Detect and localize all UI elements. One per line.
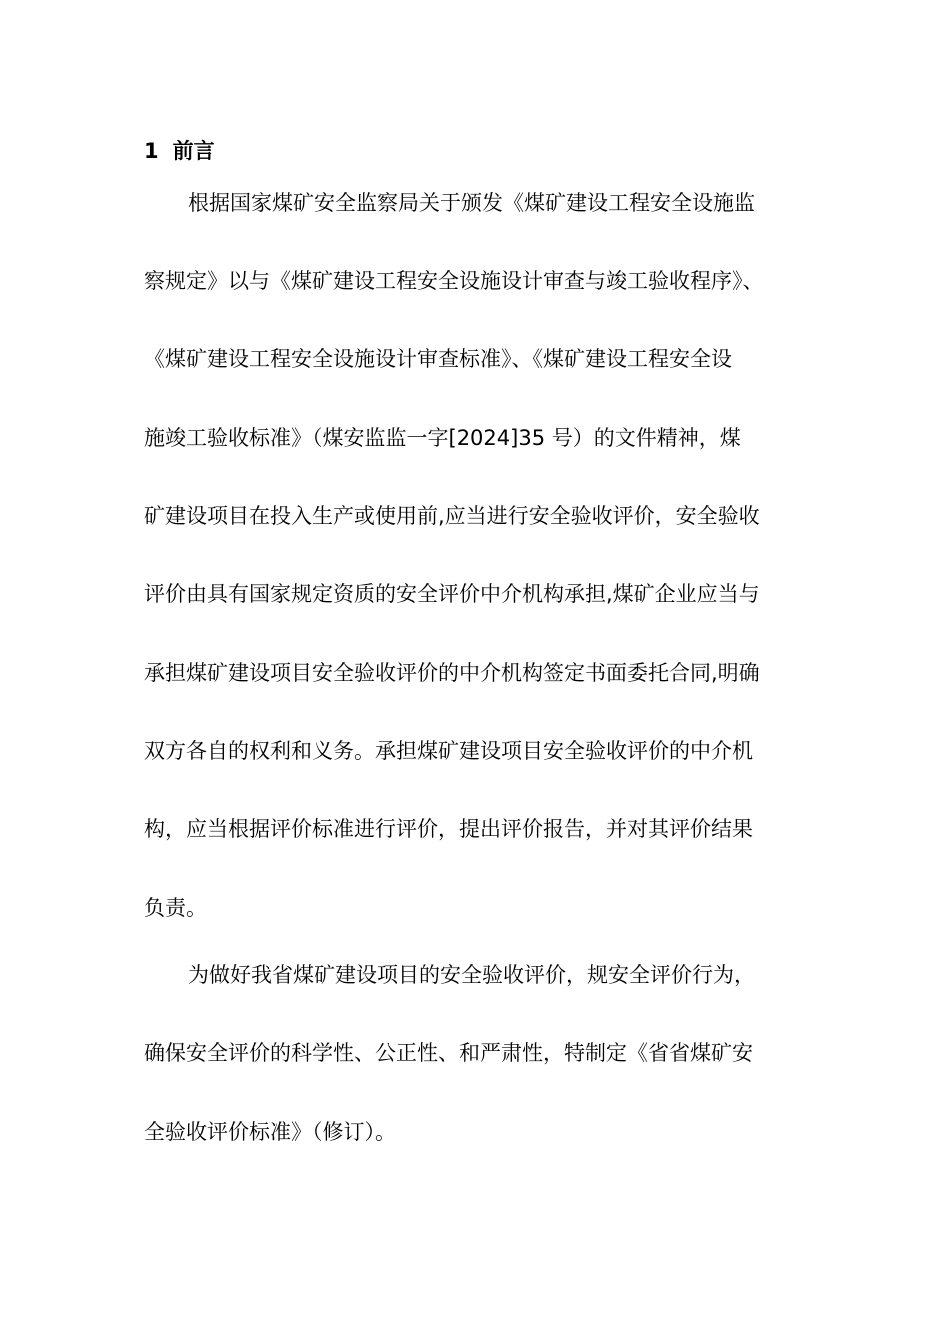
paragraph-2-line-1: 为做好我省煤矿建设项目的安全验收评价，规安全评价行为，	[188, 963, 755, 987]
paragraph-1-line-4: 施竣工验收标准》（煤安监监一字[2024]35 号）的文件精神，煤	[144, 426, 741, 450]
paragraph-1-line-10: 负责。	[144, 896, 207, 920]
paragraph-1-line-5: 矿建设项目在投入生产或使用前,应当进行安全验收评价，安全验收	[144, 504, 760, 528]
section-title: 前言	[172, 139, 215, 163]
paragraph-1-line-2: 察规定》以与《煤矿建设工程安全设施设计审查与竣工验收程序》、	[144, 269, 764, 293]
paragraph-1-line-7: 承担煤矿建设项目安全验收评价的中介机构签定书面委托合同,明确	[144, 661, 760, 685]
paragraph-1-line-3: 《煤矿建设工程安全设施设计审查标准》、《煤矿建设工程安全设	[144, 347, 732, 371]
paragraph-2-line-3: 全验收评价标准》（修订）。	[144, 1120, 396, 1144]
paragraph-2-line-2: 确保安全评价的科学性、公正性、和严肃性，特制定《省省煤矿安	[144, 1041, 753, 1065]
section-number: 1	[144, 139, 159, 163]
paragraph-1-line-9: 构，应当根据评价标准进行评价，提出评价报告，并对其评价结果	[144, 817, 753, 841]
paragraph-1-line-1: 根据国家煤矿安全监察局关于颁发《煤矿建设工程安全设施监	[188, 191, 755, 215]
paragraph-1-line-8: 双方各自的权利和义务。承担煤矿建设项目安全验收评价的中介机	[144, 739, 753, 763]
section-heading	[144, 136, 215, 166]
paragraph-1-line-6: 评价由具有国家规定资质的安全评价中介机构承担,煤矿企业应当与	[144, 582, 760, 606]
